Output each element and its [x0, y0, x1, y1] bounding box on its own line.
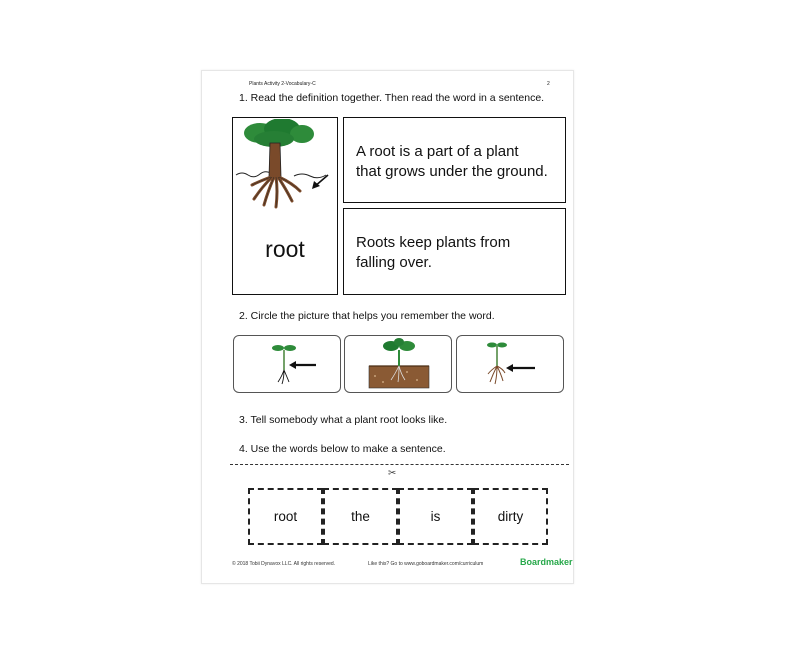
seedling-arrow-icon: [234, 336, 340, 392]
word-tile-4[interactable]: dirty: [473, 488, 548, 545]
step4-instruction: 4. Use the words below to make a sentence.: [239, 443, 446, 455]
scissors-icon: ✂: [388, 468, 397, 479]
page-number: 2: [547, 81, 550, 87]
definition-box: [343, 117, 566, 203]
copyright-text: © 2018 Tobii Dynavox LLC. All rights reserved.: [232, 561, 336, 567]
plant-in-soil-icon: [345, 336, 451, 392]
boardmaker-logo: Boardmaker: [520, 557, 573, 567]
picture-choice-1[interactable]: [233, 335, 341, 393]
tree-root-icon: [234, 119, 334, 215]
cut-line: [230, 464, 569, 465]
word-tile-1[interactable]: root: [248, 488, 323, 545]
sprout-roots-arrow-icon: [457, 336, 563, 392]
worksheet-page: [201, 70, 574, 584]
step1-instruction: 1. Read the definition together. Then read the word in a sentence.: [239, 92, 545, 104]
sentence-line-2: falling over.: [356, 254, 432, 271]
step2-instruction: 2. Circle the picture that helps you remember the word.: [239, 310, 495, 322]
word-tile-2[interactable]: the: [323, 488, 398, 545]
picture-choice-2[interactable]: [344, 335, 452, 393]
definition-line-2: that grows under the ground.: [356, 163, 548, 180]
word-tile-3[interactable]: is: [398, 488, 473, 545]
vocab-word: root: [265, 236, 305, 262]
definition-line-1: A root is a part of a plant: [356, 143, 519, 160]
curriculum-link[interactable]: Like this? Go to www.goboardmaker.com/curriculum: [368, 561, 484, 567]
sentence-box: [343, 208, 566, 295]
step3-instruction: 3. Tell somebody what a plant root looks like.: [239, 414, 448, 426]
word-card: [232, 117, 338, 295]
activity-header: Plants Activity 2-Vocabulary-C: [249, 81, 316, 87]
sentence-line-1: Roots keep plants from: [356, 234, 511, 251]
picture-choice-3[interactable]: [456, 335, 564, 393]
